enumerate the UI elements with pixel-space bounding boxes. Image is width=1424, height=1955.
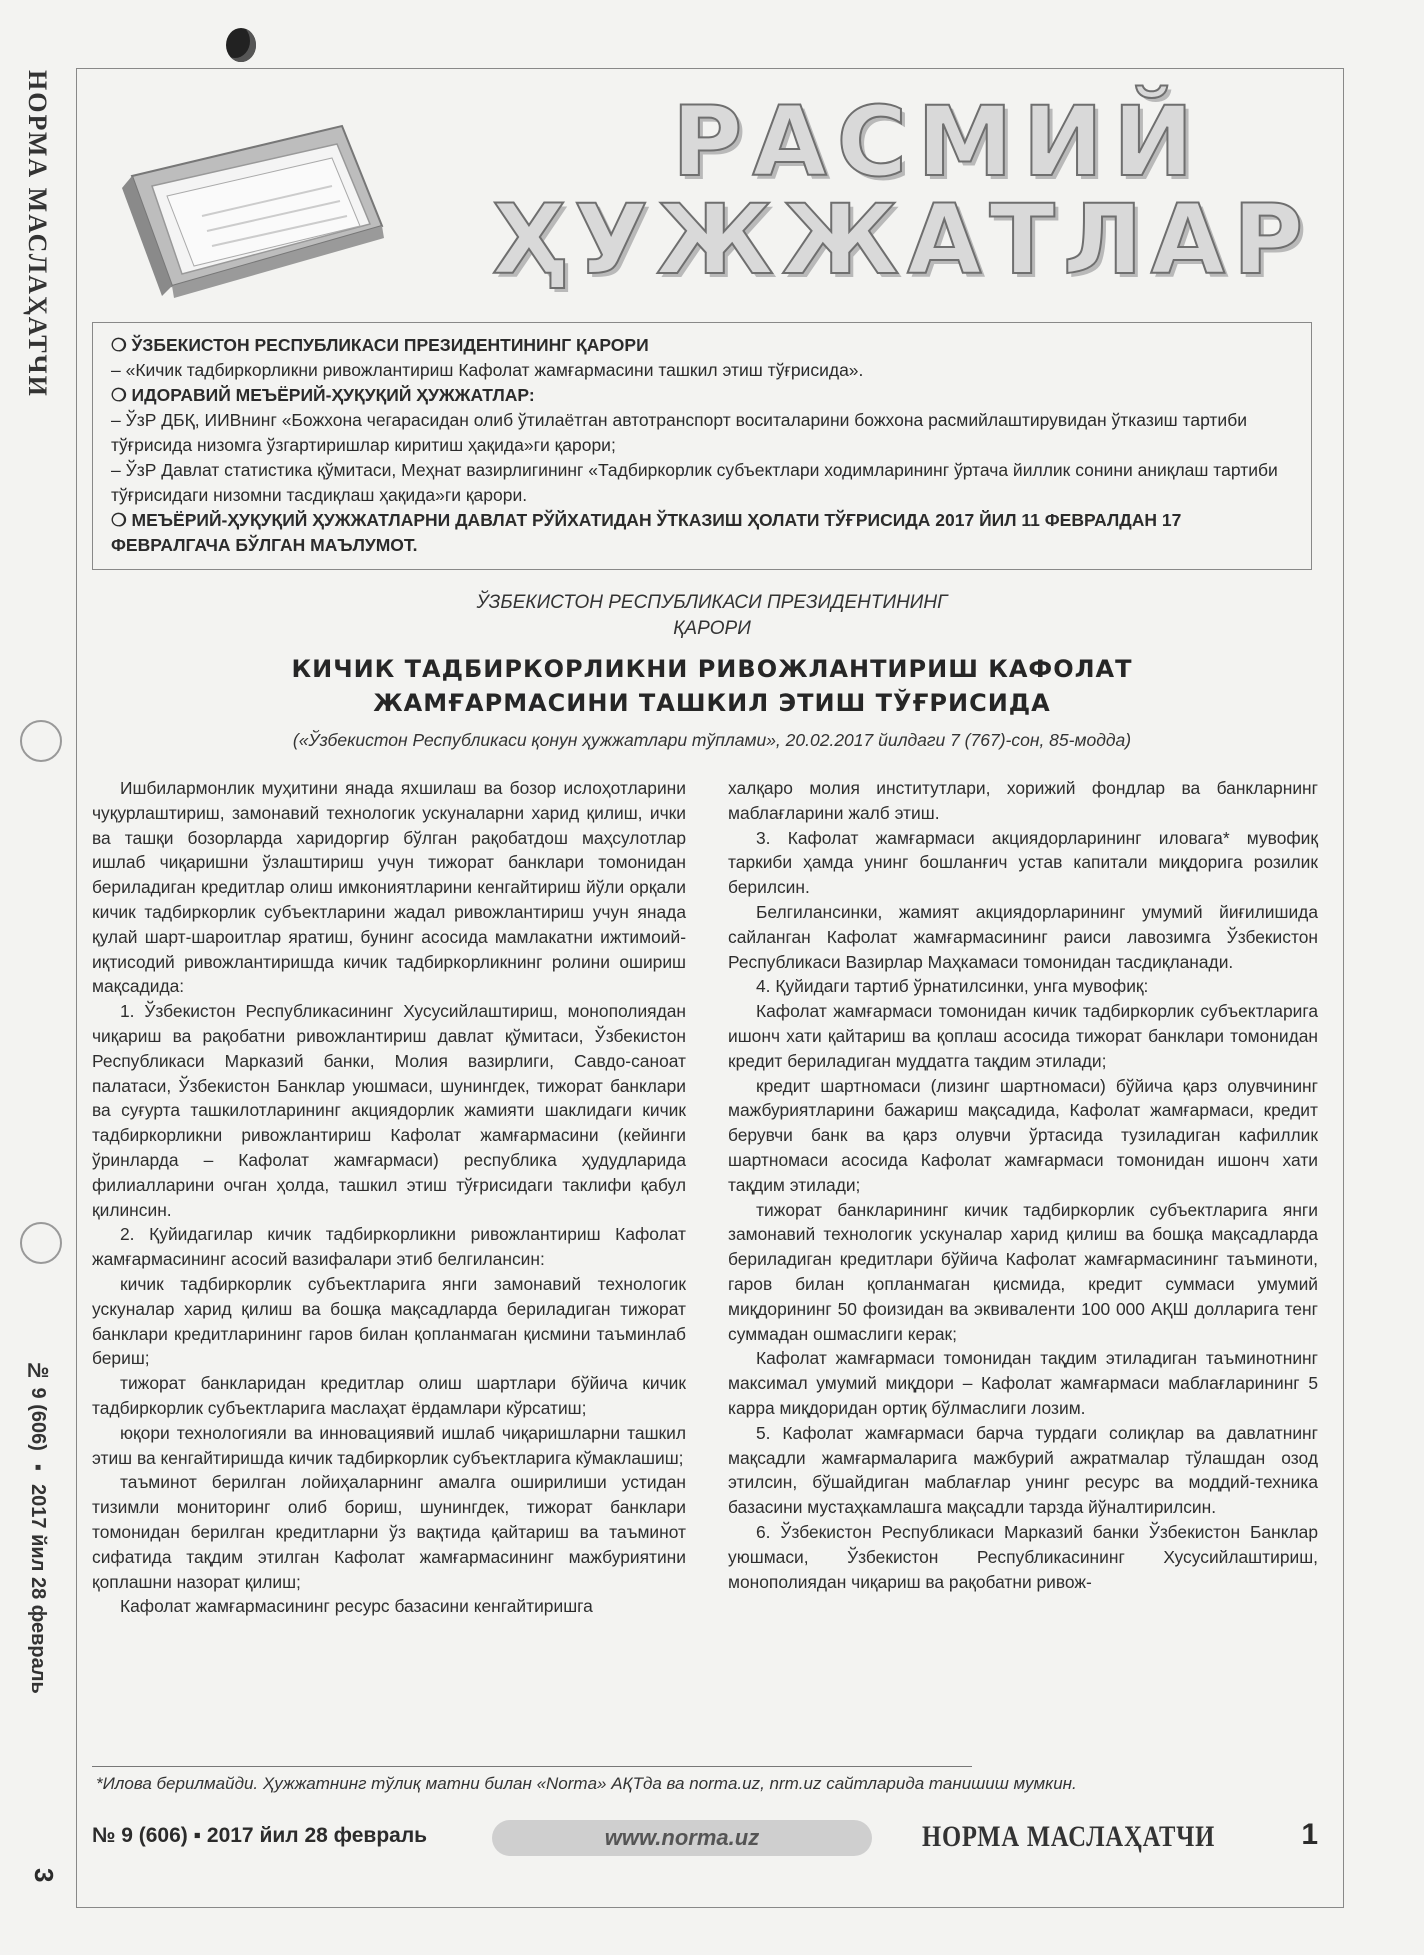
paragraph-continued: халқаро молия институтлари, хорижий фондлар ва банкларнинг маблағларини жалб этиш. bbox=[728, 778, 1318, 823]
footer-issue: № 9 (606) ▪ 2017 йил 28 февраль bbox=[92, 1824, 428, 1847]
contents-box bbox=[92, 322, 1312, 570]
text-column-right bbox=[728, 776, 1318, 1594]
document-title-line: ЖАМҒАРМАСИНИ ТАШКИЛ ЭТИШ ТЎҒРИСИДА bbox=[373, 689, 1051, 717]
paragraph: 4. Қуйидаги тартиб ўрнатилсинки, унга мувофиқ: bbox=[756, 976, 1149, 997]
contents-item: – «Кичик тадбиркорликни ривожлантириш Кафолат жамғармасини ташкил этиш тўғрисида». bbox=[111, 360, 864, 380]
section-banner bbox=[92, 86, 1332, 316]
footer-website-link[interactable]: www.norma.uz bbox=[492, 1820, 872, 1856]
paragraph: кичик тадбиркорлик субъектларига янги замонавий технологик ускуналар харид қилиш ва бошқа мақсадларда бериладиган тижорат банклари кредитларининг гаров билан қопланмаган қисмини таъминлаб бериш; bbox=[92, 1273, 686, 1369]
paragraph: Ишбилармонлик муҳитини янада яхшилаш ва бозор ислоҳотларини чуқурлаштириш, замонавий технологик ускуналарни харид қилиш, ички ва ташқи бозорларда харидоргир бўлган рақобатдош маҳсулотлар ишлаб чиқаришни ўзлаштириш учун тижорат банклари томонидан бериладиган кредитлар олиш имкониятларини кенгайтириш йўли орқали кичик тадбиркорлик субъектларини жадал ривожлантириш учун янада қулай шарт-шароитлар яратиш, бунинг асосида мамлакатни ижтимоий-иқтисодий ривожлантиришда кичик тадбиркорликнинг ролини ошириш мақсадида: bbox=[92, 778, 686, 997]
page-footer bbox=[92, 1818, 1328, 1862]
paragraph: 6. Ўзбекистон Республикаси Марказий банки Ўзбекистон Банклар уюшмаси, Ўзбекистон Республикасининг Хусусийлаштириш, монополиядан чиқариш ва рақобатни ривож- bbox=[728, 1521, 1318, 1592]
paragraph: 2. Қуйидагилар кичик тадбиркорликни ривожлантириш Кафолат жамғармасининг асосий вазифалари этиб белгилансин: bbox=[92, 1224, 686, 1270]
paragraph: кредит шартномаси (лизинг шартномаси) бўйича қарз олувчининг мажбуриятларини бажариш мақсадида, Кафолат жамғармаси, кредит берувчи банк ва қарз олувчи ўртасида тузиладиган кафиллик шартномаси асосида Кафолат жамғармаси томонидан ишонч хати тақдим этилади; bbox=[728, 1075, 1318, 1195]
footnote: *Илова берилмайди. Ҳужжатнинг тўлиқ матни билан «Norma» АҚТда ва norma.uz, nrm.uz сайтларида танишиш мумкин. bbox=[96, 1774, 1077, 1793]
paragraph: Кафолат жамғармасининг ресурс базасини кенгайтиришга bbox=[120, 1596, 593, 1617]
side-margin bbox=[14, 60, 74, 1940]
paragraph: Кафолат жамғармаси томонидан тақдим этиладиган таъминотнинг максимал умумий миқдори – Кафолат жамғармаси маблағларининг 5 карра миқдоридан ортиқ бўлмаслиги лозим. bbox=[728, 1348, 1318, 1418]
banner-title-line1: РАСМИЙ bbox=[672, 86, 1204, 198]
footer-brand: НОРМА МАСЛАҲАТЧИ bbox=[922, 1820, 1216, 1853]
paragraph: 5. Кафолат жамғармаси барча турдаги солиқлар ва давлатнинг мақсадли жамғармаларига мажбурий ажратмалар тўлашдан озод этилсин, бўшайдиган маблағлар унинг ресурс ва моддий-техника базасини мустаҳкамлашга мақсадли тарзда йўналтирилсин. bbox=[728, 1422, 1318, 1518]
banner-title-line2: ҲУЖЖАТЛАР bbox=[492, 184, 1312, 296]
document-issuer-type: ҚАРОРИ bbox=[673, 618, 751, 639]
documents-folder-icon bbox=[112, 106, 392, 306]
document-header bbox=[92, 590, 1332, 751]
paragraph: тижорат банкларидан кредитлар олиш шартлари бўйича кичик тадбиркорлик субъектларига маслаҳат ёрдамлари кўрсатиш; bbox=[92, 1373, 686, 1418]
punch-hole bbox=[20, 720, 62, 762]
paragraph: Белгилансинки, жамият акциядорларининг умумий йиғилишида сайланган Кафолат жамғармасининг раиси лавозимга Ўзбекистон Республикаси Вазирлар Маҳкамаси томонидан тасдиқланади. bbox=[728, 901, 1318, 972]
document-title-line: КИЧИК ТАДБИРКОРЛИКНИ РИВОЖЛАНТИРИШ КАФОЛАТ bbox=[291, 655, 1133, 683]
paragraph: Кафолат жамғармаси томонидан кичик тадбиркорлик субъектларига ишонч хати қайтариш ва қоплаш асосида тижорат банклари томонидан кредит бериладиган муддатга тақдим этилади; bbox=[728, 1001, 1318, 1071]
side-journal-title: НОРМА МАСЛАҲАТЧИ bbox=[23, 70, 52, 398]
contents-heading: ❍ ЎЗБЕКИСТОН РЕСПУБЛИКАСИ ПРЕЗИДЕНТИНИНГ ҚАРОРИ bbox=[111, 335, 649, 355]
document-issuer: ЎЗБЕКИСТОН РЕСПУБЛИКАСИ ПРЕЗИДЕНТИНИНГ bbox=[476, 592, 948, 613]
paragraph: таъминот берилган лойиҳаларнинг амалга оширилиши устидан тизимли мониторинг олиб бориш, шунингдек, тижорат банклари томонидан берилган кредитларни ўз вақтида қайтариш ва таъминот сифатида тақдим этилган Кафолат жамғармасининг мажбуриятини қоплашни назорат қилиш; bbox=[92, 1472, 686, 1592]
paragraph: 1. Ўзбекистон Республикасининг Хусусийлаштириш, монополиядан чиқариш ва рақобатни ривожлантириш давлат қўмитаси, Ўзбекистон Республикаси Марказий банки, Молия вазирлиги, Савдо-саноат палатаси, Ўзбекистон Банклар уюшмаси, шунингдек, тижорат банклари ва суғурта ташкилотларининг акциядорлик жамияти шаклидаги кичик тадбиркорликни ривожлантириш Кафолат жамғармасини (кейинги ўринларда – Кафолат жамғармаси) республика ҳудудларида филиалларини очган ҳолда, ташкил этиш тўғрисидаги таклифи қабул қилинсин. bbox=[92, 1001, 686, 1220]
paragraph: 3. Кафолат жамғармаси акциядорларининг иловага* мувофиқ таркиби ҳамда унинг бошланғич устав капитали миқдорига розилик берилсин. bbox=[728, 827, 1318, 898]
punch-hole bbox=[20, 1222, 62, 1264]
footer-page-number: 1 bbox=[1301, 1818, 1318, 1851]
document-title bbox=[92, 652, 1332, 720]
contents-heading: ❍ МЕЪЁРИЙ-ҲУҚУҚИЙ ҲУЖЖАТЛАРНИ ДАВЛАТ РЎЙХАТИДАН ЎТКАЗИШ ҲОЛАТИ ТЎҒРИСИДА 2017 ЙИЛ 11 ФЕВРАЛДАН 17 ФЕВРАЛГАЧА БЎЛГАН МАЪЛУМОТ. bbox=[111, 510, 1182, 555]
footnote-divider bbox=[92, 1766, 972, 1767]
contents-item: – ЎзР Давлат статистика қўмитаси, Меҳнат вазирлигининг «Тадбиркорлик субъектлари ходимларининг ўртача йиллик сонини аниқлаш тартиби тўғрисидаги низомни тасдиқлаш ҳақида»ги қарори. bbox=[111, 460, 1278, 505]
binder-clip bbox=[226, 28, 256, 62]
side-page-number: 3 bbox=[29, 1868, 59, 1883]
paragraph: юқори технологияли ва инновациявий ишлаб чиқаришларни ташкил этиш ва кенгайтиришда кичик тадбиркорлик субъектларига кўмаклашиш; bbox=[92, 1422, 686, 1468]
paragraph: тижорат банкларининг кичик тадбиркорлик субъектларига янги замонавий технологик ускуналар харид қилиш ва бошқа мақсадларда бериладиган кредитлари бўйича Кафолат жамғармасининг таъминоти, гаров билан қопланмаган қисмида, кредит суммаси умумий миқдорининг 50 фоизидан ва эквиваленти 100 000 АҚШ долларига тенг суммадан ошмаслиги керак; bbox=[728, 1199, 1318, 1344]
text-column-left bbox=[92, 776, 686, 1619]
contents-heading: ❍ ИДОРАВИЙ МЕЪЁРИЙ-ҲУҚУҚИЙ ҲУЖЖАТЛАР: bbox=[111, 385, 535, 405]
contents-item: – ЎзР ДБҚ, ИИВнинг «Божхона чегарасидан олиб ўтилаётган автотранспорт воситаларини божхона расмийлаштирувидан ўтказиш тартиби тўғрисида низомга ўзгартиришлар киритиш ҳақида»ги қарори; bbox=[111, 410, 1248, 455]
side-issue-info: № 9 (606) ▪ 2017 йил 28 февраль bbox=[27, 1360, 49, 1694]
document-source: («Ўзбекистон Республикаси қонун ҳужжатлари тўплами», 20.02.2017 йилдаги 7 (767)-сон, 85-модда) bbox=[292, 730, 1132, 750]
